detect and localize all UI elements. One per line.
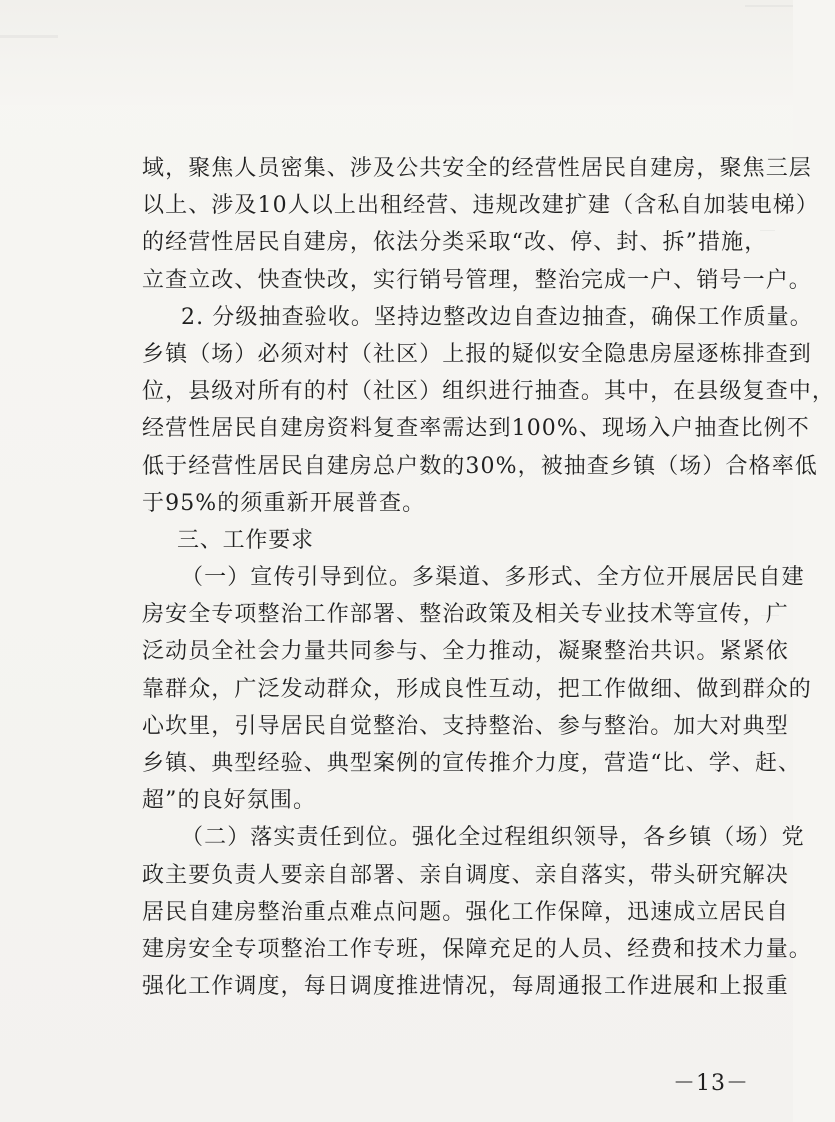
paragraph-line: 位，县级对所有的村（社区）组织进行抽查。其中，在县级复查中， bbox=[142, 379, 835, 405]
paragraph-line: 乡镇、典型经验、典型案例的宣传推介力度，营造“比、学、赶、 bbox=[142, 751, 802, 776]
paragraph-line: 2. 分级抽查验收。坚持边整改边自查边抽查，确保工作质量。 bbox=[181, 304, 813, 330]
paragraph-line: 以上、涉及10人以上出租经营、违规改建扩建（含私自加装电梯） bbox=[142, 193, 819, 219]
top-margin-band bbox=[0, 0, 793, 105]
paragraph-line: 心坎里，引导居民自觉整治、支持整治、参与整治。加大对典型 bbox=[142, 713, 789, 739]
page-number: －13－ bbox=[673, 1071, 749, 1096]
scan-mark bbox=[745, 5, 793, 7]
paragraph-line: 政主要负责人要亲自部署、亲自调度、亲自落实，带头研究解决 bbox=[142, 862, 789, 888]
paragraph-line: （一）宣传引导到位。多渠道、多形式、全方位开展居民自建 bbox=[181, 565, 805, 591]
paragraph-line: 超”的良好氛围。 bbox=[142, 788, 317, 814]
paragraph-line: 居民自建房整治重点难点问题。强化工作保障，迅速成立居民自 bbox=[142, 899, 789, 925]
paragraph-line: 经营性居民自建房资料复查率需达到100%、现场入户抽查比例不 bbox=[142, 416, 810, 442]
paragraph-line: 域，聚焦人员密集、涉及公共安全的经营性居民自建房，聚焦三层 bbox=[142, 156, 812, 181]
body-text bbox=[142, 150, 835, 1005]
paragraph-line: 乡镇（场）必须对村（社区）上报的疑似安全隐患房屋逐栋排查到 bbox=[142, 341, 812, 367]
paragraph-line: 强化工作调度，每日调度推进情况，每周通报工作进展和上报重 bbox=[142, 974, 789, 1000]
paragraph-line: 房安全专项整治工作部署、整治政策及相关专业技术等宣传，广 bbox=[142, 602, 789, 628]
scan-mark bbox=[0, 35, 58, 38]
paragraph-line: 的经营性居民自建房，依法分类采取“改、停、封、拆”措施， bbox=[142, 230, 768, 256]
paragraph-line: 低于经营性居民自建房总户数的30%，被抽查乡镇（场）合格率低 bbox=[142, 453, 818, 479]
paragraph-line: 泛动员全社会力量共同参与、全力推动，凝聚整治共识。紧紧依 bbox=[142, 639, 789, 665]
section-heading: 三、工作要求 bbox=[177, 527, 314, 553]
paragraph-line: 靠群众，广泛发动群众，形成良性互动，把工作做细、做到群众的 bbox=[142, 676, 812, 702]
paragraph-line: 立查立改、快查快改，实行销号管理，整治完成一户、销号一户。 bbox=[142, 267, 812, 293]
paragraph-line: 建房安全专项整治工作专班，保障充足的人员、经费和技术力量。 bbox=[142, 936, 812, 962]
paragraph-line: （二）落实责任到位。强化全过程组织领导，各乡镇（场）党 bbox=[181, 825, 805, 851]
paragraph-line: 于95%的须重新开展普查。 bbox=[142, 490, 426, 516]
